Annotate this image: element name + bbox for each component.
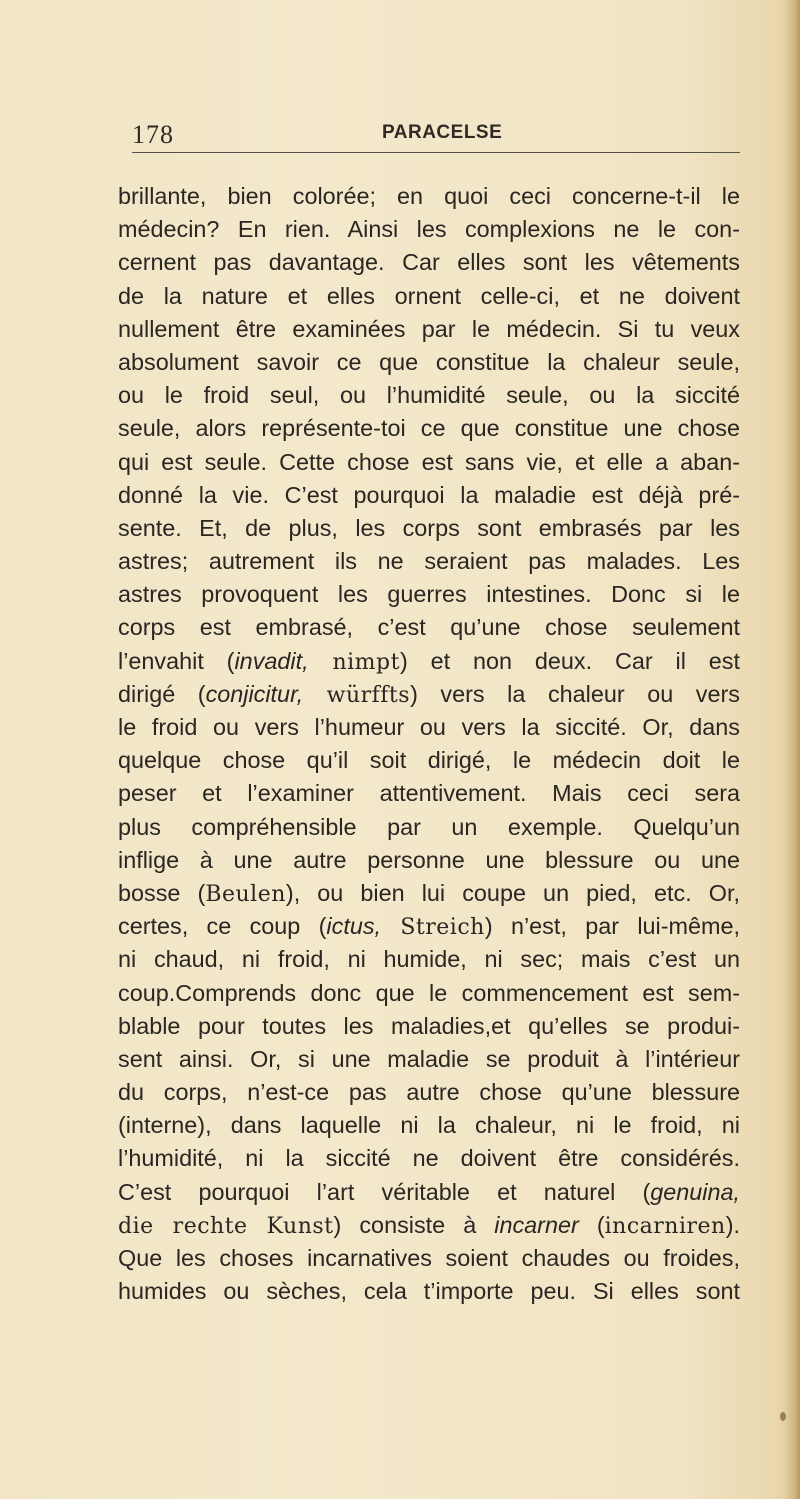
text-line: astres provoquent les guerres intestines. Donc si le [118, 581, 740, 608]
text-line: ni chaud, ni froid, ni humide, ni sec; mais c’est un [118, 946, 740, 973]
text-line: (interne), dans laquelle ni la chaleur, ni le froid, ni [118, 1112, 740, 1139]
latin-term: genuina, [650, 1178, 740, 1205]
running-head [132, 112, 740, 152]
latin-term: conjicitur, [205, 680, 304, 707]
paper-speck [780, 1412, 786, 1421]
text-line: corps est embrasé, c’est qu’une chose seulement [118, 614, 740, 641]
german-term: nimpt [308, 649, 400, 675]
text-line: sente. Et, de plus, les corps sont embrasés par les [118, 514, 740, 541]
text-line: sent ainsi. Or, si une maladie se produit à l’intérieur [118, 1045, 740, 1072]
text-line: dirigé (conjicitur, würffts) vers la chaleur ou vers [118, 680, 740, 708]
text-line: nullement être examinées par le médecin. Si tu veux [118, 315, 740, 342]
text-line: cernent pas davantage. Car elles sont les vêtements [118, 249, 740, 276]
text-line: certes, ce coup (ictus, Streich) n’est, par lui-même, [118, 913, 741, 941]
running-title: PARACELSE [382, 122, 503, 143]
text-line: médecin? En rien. Ainsi les complexions ne le con- [118, 216, 740, 243]
text-line: C’est pourquoi l’art véritable et naturel (genuina, [118, 1178, 740, 1205]
text-line: blable pour toutes les maladies,et qu’elles se produi- [118, 1012, 740, 1039]
german-term: würffts [303, 682, 411, 708]
german-term: Streich [381, 915, 485, 941]
text-line: du corps, n’est-ce pas autre chose qu’une blessure [118, 1079, 740, 1106]
text-line: brillante, bien colorée; en quoi ceci concerne-t-il le [118, 183, 740, 209]
text-line: ou le froid seul, ou l’humidité seule, ou la siccité [118, 382, 740, 409]
german-term: Beulen [205, 881, 286, 907]
text-line: inflige à une autre personne une blessure ou une [118, 846, 740, 873]
text-line: die rechte Kunst) consiste à incarner (incarniren). [118, 1211, 740, 1239]
body-text [118, 180, 740, 1308]
german-term: incarniren [604, 1213, 726, 1239]
text-line: bosse (Beulen), ou bien lui coupe un pied, etc. Or, [118, 879, 740, 907]
text-line: de la nature et elles ornent celle-ci, et ne doivent [118, 282, 740, 309]
page-number: 178 [132, 120, 174, 149]
text-line: peser et l’examiner attentivement. Mais ceci sera [118, 780, 740, 807]
text-line: coup.Comprends donc que le commencement est sem- [118, 979, 740, 1006]
text-line: donné la vie. C’est pourquoi la maladie est déjà pré- [118, 481, 740, 508]
text-line: qui est seule. Cette chose est sans vie, et elle a aban- [118, 448, 740, 475]
header-rule [132, 152, 740, 153]
page-edge-shading [786, 0, 800, 1499]
text-line: quelque chose qu’il soit dirigé, le médecin doit le [118, 747, 740, 774]
text-line: humides ou sèches, cela t’importe peu. Si elles sont [118, 1278, 740, 1305]
text-line: absolument savoir ce que constitue la chaleur seule, [118, 348, 740, 375]
text-line: l’humidité, ni la siccité ne doivent être considérés. [118, 1145, 740, 1172]
text-line: plus compréhensible par un exemple. Quelqu’un [118, 813, 740, 840]
latin-term: invadit, [234, 647, 309, 674]
text-line: astres; autrement ils ne seraient pas malades. Les [118, 548, 740, 575]
text-line: le froid ou vers l’humeur ou vers la siccité. Or, dans [118, 714, 740, 740]
latin-term: ictus, [326, 913, 382, 940]
latin-term: incarner [494, 1211, 579, 1238]
german-term: die rechte Kunst [118, 1213, 334, 1239]
text-line: seule, alors représente-toi ce que constitue une chose [118, 415, 740, 442]
text-line: l’envahit (invadit, nimpt) et non deux. Car il est [118, 647, 741, 675]
text-line: Que les choses incarnatives soient chaudes ou froides, [118, 1245, 740, 1271]
